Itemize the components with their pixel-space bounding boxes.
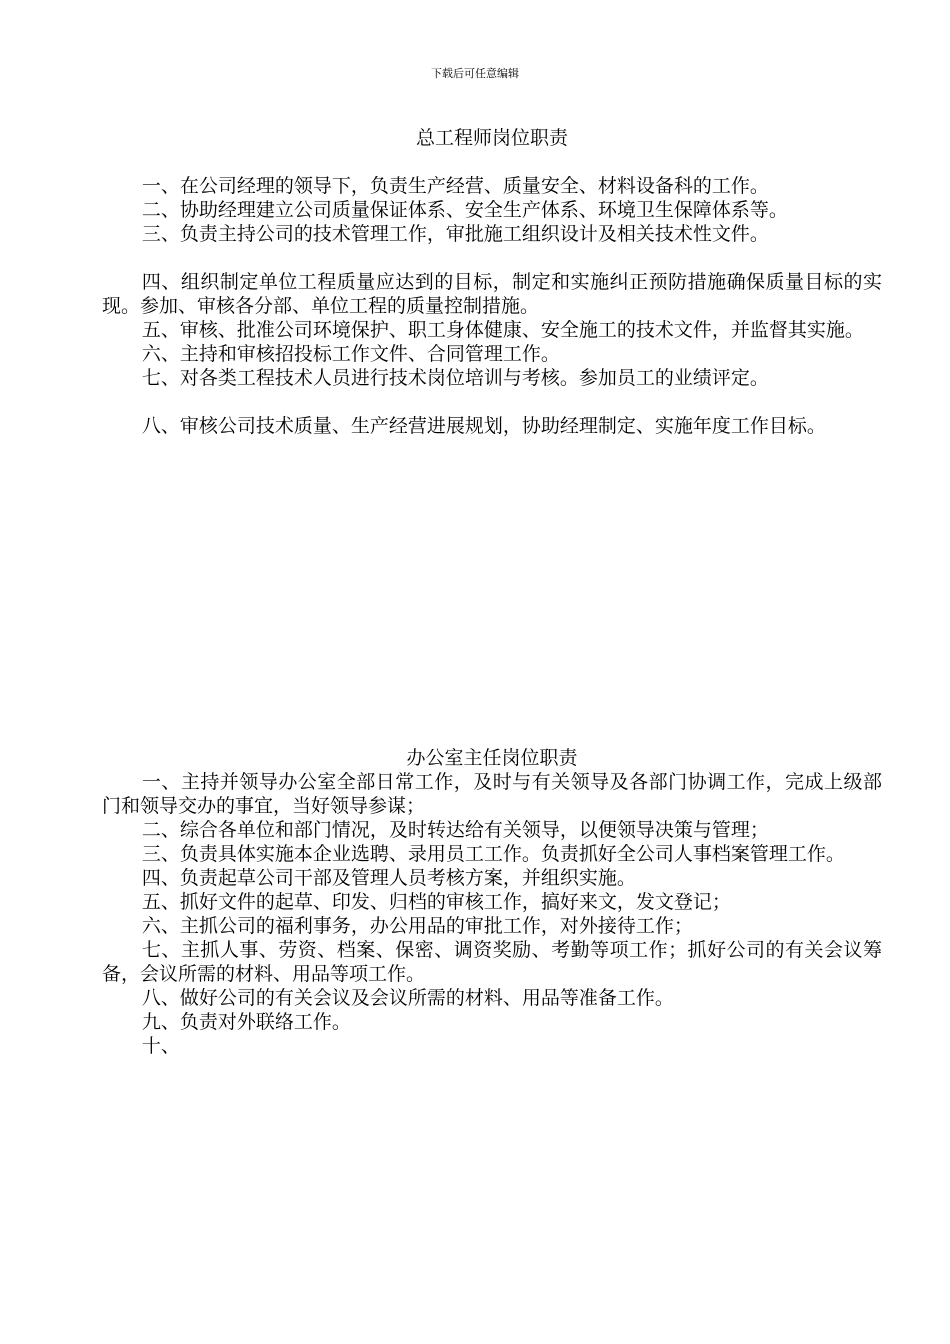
section-title: 办公室主任岗位职责: [406, 747, 578, 769]
paragraph-gap: [102, 390, 882, 414]
paragraph-gap: [102, 246, 882, 270]
duty-item: 七、主抓人事、劳资、档案、保密、调资奖励、考勤等项工作；抓好公司的有关会议筹备，会议所需的材料、用品等项工作。: [102, 939, 882, 985]
duty-item: 三、负责具体实施本企业选聘、录用员工工作。负责抓好全公司人事档案管理工作。: [141, 843, 845, 865]
duty-item: 二、综合各单位和部门情况，及时转达给有关领导，以便领导决策与管理；: [141, 819, 769, 841]
duty-item: 二、协助经理建立公司质量保证体系、安全生产体系、环境卫生保障体系等。: [141, 199, 788, 221]
duty-item: 九、负责对外联络工作。: [141, 1011, 351, 1033]
section-title: 总工程师岗位职责: [415, 127, 568, 149]
page-header-note: 下载后可任意编辑: [431, 67, 519, 80]
duty-item: 六、主持和审核招投标工作文件、合同管理工作。: [141, 343, 560, 365]
duty-item: 三、负责主持公司的技术管理工作，审批施工组织设计及相关技术性文件。: [141, 223, 769, 245]
duty-item: 五、审核、批准公司环境保护、职工身体健康、安全施工的技术文件，并监督其实施。: [141, 319, 864, 341]
duty-item: 八、做好公司的有关会议及会议所需的材料、用品等准备工作。: [141, 987, 674, 1009]
duty-item: 七、对各类工程技术人员进行技术岗位培训与考核。参加员工的业绩评定。: [141, 367, 769, 389]
chief-engineer-duties-section: [102, 126, 882, 438]
duty-item: 八、审核公司技术质量、生产经营进展规划，协助经理制定、实施年度工作目标。: [141, 415, 826, 437]
duty-item: 十、: [141, 1035, 180, 1057]
duty-item: 四、负责起草公司干部及管理人员考核方案，并组织实施。: [141, 867, 636, 889]
duty-item: 六、主抓公司的福利事务，办公用品的审批工作，对外接待工作；: [141, 915, 693, 937]
duty-item: 五、抓好文件的起草、印发、归档的审核工作，搞好来文，发文登记；: [141, 891, 731, 913]
office-director-duties-section: [102, 746, 882, 1058]
duty-item: 一、在公司经理的领导下，负责生产经营、质量安全、材料设备科的工作。: [141, 175, 769, 197]
duty-item: 一、主持并领导办公室全部日常工作，及时与有关领导及各部门协调工作，完成上级部门和领导交办的事宜，当好领导参谋；: [102, 771, 882, 817]
duty-item: 四、组织制定单位工程质量应达到的目标，制定和实施纠正预防措施确保质量目标的实现。参加、审核各分部、单位工程的质量控制措施。: [102, 271, 882, 317]
